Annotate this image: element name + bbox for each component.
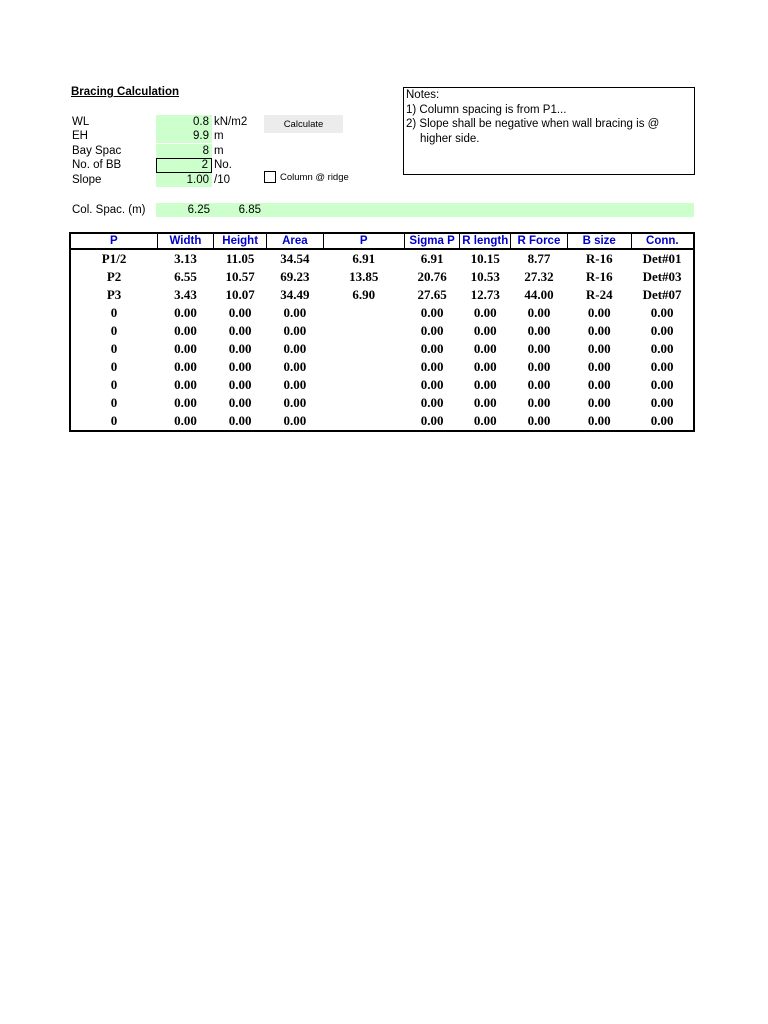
- table-cell: 0.00: [420, 359, 444, 374]
- slope-unit: /10: [214, 174, 230, 186]
- table-cell: 0.00: [228, 323, 252, 338]
- notes-line-1: 1) Column spacing is from P1...: [406, 103, 567, 116]
- wl-input[interactable]: 0.8: [156, 115, 212, 129]
- table-cell: [323, 340, 404, 358]
- table-cell: 0.00: [283, 377, 307, 392]
- table-row: [70, 322, 694, 340]
- table-cell: 0.00: [228, 359, 252, 374]
- table-cell: Det#03: [642, 269, 682, 284]
- slope-label: Slope: [72, 174, 102, 186]
- table-cell: 0.00: [174, 323, 197, 338]
- table-cell: 0: [110, 413, 118, 428]
- table-cell: 0.00: [650, 323, 674, 338]
- table-cell: 6.55: [174, 269, 197, 284]
- notes-line-3: higher side.: [420, 132, 480, 145]
- table-cell: 0.00: [587, 323, 611, 338]
- table-cell: R-16: [585, 251, 613, 266]
- table-cell: Det#01: [642, 251, 682, 266]
- table-cell: 0.00: [650, 341, 674, 356]
- col-header-r-force: R Force: [511, 233, 568, 249]
- table-cell: 0.00: [650, 359, 674, 374]
- table-row: [70, 340, 694, 358]
- table-cell: 0: [110, 359, 118, 374]
- table-cell: 0.00: [473, 359, 497, 374]
- table-cell: 11.05: [225, 251, 255, 266]
- col-spac-label: Col. Spac. (m): [72, 204, 146, 216]
- table-cell: 0.00: [420, 413, 444, 428]
- table-cell: 6.91: [420, 251, 444, 266]
- eh-unit: m: [214, 130, 224, 142]
- table-cell: 0.00: [283, 341, 307, 356]
- table-cell: 10.07: [225, 287, 255, 302]
- table-cell: 0.00: [587, 359, 611, 374]
- bay-spac-unit: m: [214, 145, 224, 157]
- table-cell: 27.32: [524, 269, 554, 284]
- table-cell: [323, 304, 404, 322]
- col-header-sigma-p: Sigma P: [404, 233, 460, 249]
- table-row: [70, 394, 694, 412]
- table-cell: 0.00: [228, 341, 252, 356]
- table-cell: 0.00: [228, 377, 252, 392]
- notes-box: [403, 87, 695, 175]
- table-cell: 0.00: [473, 341, 497, 356]
- table-row: [70, 286, 694, 304]
- table-cell: 0.00: [174, 341, 197, 356]
- bay-spac-label: Bay Spac: [72, 145, 122, 157]
- table-cell: 0.00: [650, 413, 674, 428]
- table-cell: 0.00: [283, 323, 307, 338]
- table-cell: 0.00: [473, 395, 497, 410]
- table-cell: 0.00: [650, 305, 674, 320]
- col-header-p: P: [70, 233, 157, 249]
- table-cell: 0.00: [283, 413, 307, 428]
- col-header-area: Area: [267, 233, 324, 249]
- table-cell: 0.00: [228, 413, 252, 428]
- table-cell: 0: [110, 323, 118, 338]
- table-cell: P3: [106, 287, 122, 302]
- col-header-r-length: R length: [460, 233, 511, 249]
- table-cell: 0.00: [587, 395, 611, 410]
- wl-unit: kN/m2: [214, 116, 248, 128]
- table-row: [70, 304, 694, 322]
- table-cell: 0.00: [527, 359, 551, 374]
- calculate-button[interactable]: Calculate: [264, 115, 343, 133]
- table-cell: Det#07: [642, 287, 682, 302]
- table-cell: 0: [110, 377, 118, 392]
- table-cell: 0.00: [527, 395, 551, 410]
- table-cell: 0.00: [283, 395, 307, 410]
- col-header-conn: Conn.: [631, 233, 694, 249]
- table-cell: 0.00: [174, 377, 197, 392]
- table-cell: 0.00: [420, 305, 444, 320]
- table-row: [70, 358, 694, 376]
- table-cell: 0.00: [473, 305, 497, 320]
- slope-input[interactable]: 1.00: [156, 173, 212, 187]
- table-row: [70, 249, 694, 268]
- table-row: [70, 268, 694, 286]
- table-cell: 0.00: [473, 323, 497, 338]
- table-cell: 0.00: [473, 377, 497, 392]
- results-table: [69, 232, 695, 432]
- table-cell: 27.65: [417, 287, 447, 302]
- table-cell: P1/2: [101, 251, 127, 266]
- table-cell: 3.43: [174, 287, 197, 302]
- table-cell: 6.91: [352, 251, 376, 266]
- column-ridge-label: Column @ ridge: [280, 171, 349, 183]
- table-cell: 10.15: [470, 251, 500, 266]
- table-cell: 6.90: [352, 287, 376, 302]
- table-cell: 0.00: [174, 413, 197, 428]
- table-cell: 0.00: [527, 341, 551, 356]
- table-cell: 34.49: [280, 287, 310, 302]
- table-cell: [323, 394, 404, 412]
- table-cell: [323, 376, 404, 394]
- table-cell: 3.13: [174, 251, 197, 266]
- table-cell: 0.00: [527, 323, 551, 338]
- table-row: [70, 376, 694, 394]
- eh-label: EH: [72, 130, 88, 142]
- table-header-row: [70, 233, 694, 249]
- table-cell: 34.54: [280, 251, 310, 266]
- table-cell: P2: [106, 269, 122, 284]
- column-ridge-option[interactable]: [264, 171, 349, 183]
- table-cell: 12.73: [470, 287, 500, 302]
- table-cell: 0: [110, 395, 118, 410]
- col-header-height: Height: [214, 233, 267, 249]
- notes-heading: Notes:: [406, 89, 440, 101]
- table-cell: 0.00: [587, 413, 611, 428]
- table-cell: 20.76: [417, 269, 447, 284]
- table-cell: 0: [110, 341, 118, 356]
- notes-line-2: 2) Slope shall be negative when wall bracing is @: [406, 118, 660, 130]
- table-cell: 0.00: [228, 305, 252, 320]
- table-cell: 0.00: [650, 395, 674, 410]
- table-row: [70, 412, 694, 431]
- table-cell: 0.00: [587, 341, 611, 356]
- table-cell: 0.00: [283, 305, 307, 320]
- table-cell: 0.00: [420, 377, 444, 392]
- num-bb-unit: No.: [214, 159, 232, 171]
- table-cell: 0.00: [587, 377, 611, 392]
- table-cell: 0.00: [283, 359, 307, 374]
- table-cell: 0.00: [174, 395, 197, 410]
- table-cell: 0.00: [650, 377, 674, 392]
- table-cell: 0.00: [527, 305, 551, 320]
- eh-input[interactable]: 9.9: [156, 129, 212, 143]
- table-cell: 0.00: [473, 413, 497, 428]
- table-cell: 69.23: [280, 269, 310, 284]
- table-cell: 10.53: [470, 269, 500, 284]
- table-cell: 0.00: [174, 305, 197, 320]
- bay-spac-input[interactable]: 8: [156, 144, 212, 158]
- table-cell: [323, 322, 404, 340]
- table-cell: R-24: [585, 287, 613, 302]
- table-cell: 0.00: [527, 413, 551, 428]
- table-cell: R-16: [585, 269, 613, 284]
- table-cell: [323, 358, 404, 376]
- table-cell: [323, 412, 404, 431]
- table-cell: 10.57: [225, 269, 255, 284]
- page-title: Bracing Calculation: [71, 86, 179, 98]
- wl-label: WL: [72, 116, 90, 128]
- table-cell: 0.00: [420, 323, 444, 338]
- col-header-b-size: B size: [567, 233, 631, 249]
- table-cell: 0.00: [420, 395, 444, 410]
- table-cell: 8.77: [527, 251, 551, 266]
- table-cell: 0.00: [174, 359, 197, 374]
- table-cell: 0.00: [420, 341, 444, 356]
- column-ridge-checkbox[interactable]: [264, 171, 276, 183]
- col-header-width: Width: [157, 233, 214, 249]
- num-bb-label: No. of BB: [72, 159, 122, 171]
- table-cell: 44.00: [524, 287, 554, 302]
- num-bb-input[interactable]: 2: [156, 158, 212, 173]
- col-header-p-load: P: [323, 233, 404, 249]
- table-cell: 0: [110, 305, 118, 320]
- col-spac-value-2: 6.85: [238, 204, 261, 216]
- table-cell: 0.00: [587, 305, 611, 320]
- col-spac-value-1: 6.25: [187, 204, 210, 216]
- table-cell: 0.00: [228, 395, 252, 410]
- table-cell: 13.85: [349, 269, 379, 284]
- table-cell: 0.00: [527, 377, 551, 392]
